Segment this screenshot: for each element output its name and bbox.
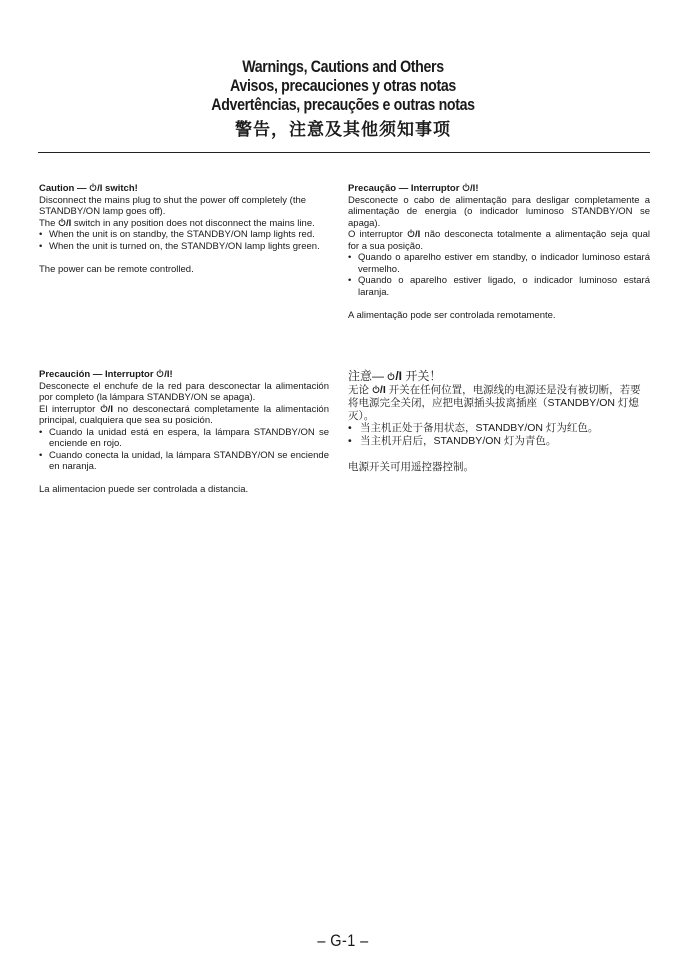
- list-item: • Quando o aparelho estiver em standby, o indicador luminoso estará vermelho.: [348, 252, 650, 275]
- power-standby-on-icon: /I: [89, 183, 102, 195]
- remote-note: 电源开关可用遥控器控制。: [348, 460, 474, 473]
- page-header: [0, 58, 686, 142]
- heading-text: Precaução — Interruptor: [348, 183, 463, 194]
- heading-text: 开关！: [402, 369, 442, 383]
- power-standby-on-icon: /I: [387, 369, 402, 384]
- list-item: • When the unit is turned on, the STANDBY/ON lamp lights green.: [39, 241, 328, 253]
- power-standby-on-icon: /I: [462, 183, 475, 195]
- power-standby-on-icon: /I: [372, 384, 386, 397]
- list-item: • Cuando conecta la unidad, la lámpara STANDBY/ON se enciende en naranja.: [39, 450, 329, 473]
- list-item: • 当主机开启后，STANDBY/ON 灯为青色。: [348, 435, 650, 448]
- paragraph: [348, 229, 650, 252]
- power-standby-on-icon: /I: [100, 404, 113, 416]
- section-chinese: [348, 369, 650, 474]
- page-number: – G-1 –: [317, 931, 369, 950]
- title-english: Warnings, Cautions and Others: [242, 58, 444, 76]
- list-item: • When the unit is on standby, the STANDBY/ON lamp lights red.: [39, 229, 328, 241]
- list-item: • 当主机正处于备用状态，STANDBY/ON 灯为红色。: [348, 422, 650, 435]
- bullet-list: [348, 252, 650, 298]
- paragraph: Desconecte el enchufe de la red para desconectar la alimentación por completo (la lámpara STANDBY/ON se apaga).: [39, 380, 329, 403]
- heading-text: !: [475, 183, 479, 194]
- section-heading: [39, 369, 329, 381]
- title-portuguese: Advertências, precauções e outras notas: [211, 96, 475, 114]
- bullet-list: [39, 229, 328, 252]
- paragraph-text: switch in any position does not disconnect the mains line.: [71, 217, 315, 229]
- paragraph-text: The: [39, 217, 59, 229]
- remote-note: A alimentação pode ser controlada remotamente.: [348, 309, 556, 321]
- paragraph-text: não desconecta totalmente a alimentação seja qual for a sua posição.: [348, 229, 650, 252]
- power-standby-on-icon: /I: [407, 229, 420, 241]
- heading-text: Precaución — Interruptor: [39, 369, 157, 380]
- section-portuguese: [348, 183, 650, 321]
- section-heading: [348, 183, 650, 195]
- section-heading: [39, 183, 328, 195]
- heading-text: !: [169, 369, 173, 380]
- paragraph: [348, 384, 650, 422]
- remote-note: La alimentacion puede ser controlada a distancia.: [39, 484, 249, 495]
- paragraph-text: El interruptor: [39, 403, 100, 415]
- heading-text: 注意—: [348, 369, 388, 383]
- title-chinese: 警告，注意及其他须知事项: [235, 120, 451, 140]
- paragraph: Disconnect the mains plug to shut the power off completely (the STANDBY/ON lamp goes off).: [39, 194, 307, 217]
- power-standby-on-icon: /I: [58, 218, 71, 230]
- paragraph: Desconecte o cabo de alimentação para desligar completamente a alimentação de energia (o indicador luminoso STANDBY/ON se apaga).: [348, 194, 650, 229]
- remote-note: The power can be remote controlled.: [39, 263, 194, 275]
- paragraph: [39, 218, 328, 230]
- header-divider: [38, 152, 650, 153]
- paragraph-text: no desconectará completamente la alimentación principal, cualquiera que sea su posición.: [39, 403, 329, 426]
- list-item: • Cuando la unidad está en espera, la lámpara STANDBY/ON se enciende en rojo.: [39, 427, 329, 450]
- bullet-list: [348, 422, 650, 448]
- paragraph-text: 无论: [348, 384, 372, 396]
- list-item: • Quando o aparelho estiver ligado, o indicador luminoso estará laranja.: [348, 275, 650, 298]
- paragraph: [39, 404, 329, 427]
- title-spanish: Avisos, precauciones y otras notas: [230, 77, 456, 95]
- paragraph-text: 开关在任何位置，电源线的电源还是没有被切断，若要将电源完全关闭，应把电源插头拔离插座（STANDBY/ON 灯熄灭）。: [348, 384, 641, 422]
- heading-text: Caution —: [39, 183, 90, 194]
- heading-text: switch!: [102, 183, 138, 194]
- section-heading: [348, 369, 650, 384]
- section-spanish: [39, 369, 329, 496]
- section-english: [39, 183, 328, 275]
- power-standby-on-icon: /I: [156, 369, 169, 381]
- paragraph-text: O interruptor: [348, 229, 407, 240]
- bullet-list: [39, 427, 329, 473]
